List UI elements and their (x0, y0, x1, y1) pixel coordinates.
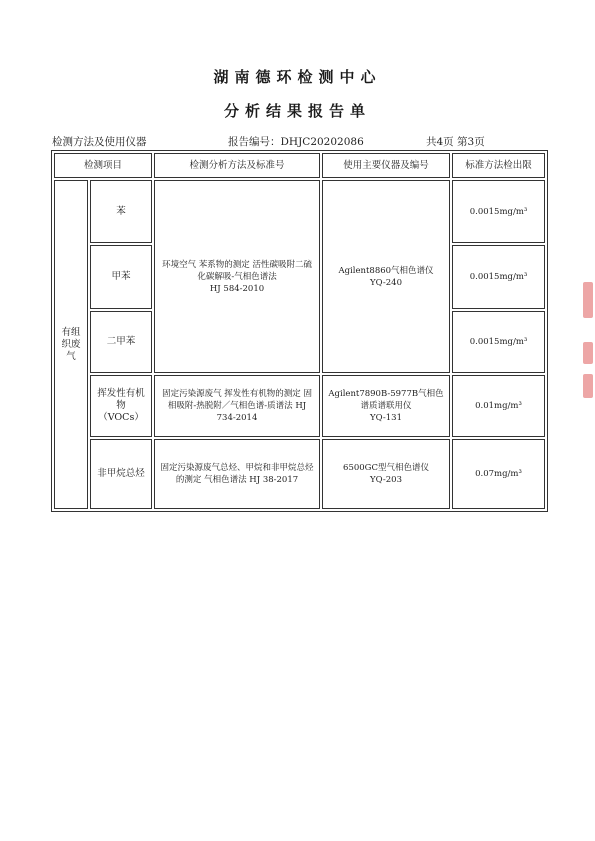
header-method: 检测分析方法及标准号 (154, 153, 320, 178)
method-cell (154, 180, 320, 373)
org-title: 湖南德环检测中心 (213, 68, 382, 86)
group-label: 有组织废气 (54, 180, 88, 509)
instrument-text: Agilent8860气相色谱仪 YQ-240 (338, 265, 434, 288)
item-name: 非甲烷总烃 (90, 439, 152, 509)
item-name: 甲苯 (90, 245, 152, 309)
report-number: 报告编号：DHJC20202086 (228, 136, 364, 148)
page-count: 共4页 第3页 (426, 136, 485, 148)
section-label: 检测方法及使用仪器 (52, 136, 147, 148)
method-cell: 固定污染源废气 挥发性有机物的测定 固相吸附-热脱附／气相色谱-质谱法 HJ 734-2014 (154, 375, 320, 437)
limit-value: 0.0015mg/m³ (452, 245, 545, 309)
limit-value: 0.0015mg/m³ (452, 180, 545, 243)
table-row (54, 375, 545, 437)
item-name: 二甲苯 (90, 311, 152, 373)
item-name (90, 375, 152, 437)
item-name: 苯 (90, 180, 152, 243)
instrument-cell (322, 180, 450, 373)
limit-value: 0.0015mg/m³ (452, 311, 545, 373)
instrument-text: Agilent7890B-5977B气相色谱质谱联用仪 YQ-131 (328, 389, 444, 423)
method-cell: 固定污染源废气总烃、甲烷和非甲烷总烃的测定 气相色谱法 HJ 38-2017 (154, 439, 320, 509)
instrument-text: 6500GC型气相色谱仪 YQ-203 (343, 463, 429, 485)
table-row (54, 180, 545, 243)
instrument-cell (322, 439, 450, 509)
method-text: 环境空气 苯系物的测定 活性碳吸附二硫化碳解吸-气相色谱法 HJ 584-2010 (162, 259, 312, 294)
report-title: 分析结果报告单 (223, 102, 371, 120)
instrument-cell (322, 375, 450, 437)
limit-value: 0.07mg/m³ (452, 439, 545, 509)
item-text: 挥发性有机物 （VOCs） (97, 388, 145, 423)
limit-value: 0.01mg/m³ (452, 375, 545, 437)
table-header-row (54, 153, 545, 178)
header-limit: 标准方法检出限 (452, 153, 545, 178)
table-row (54, 439, 545, 509)
header-item: 检测项目 (54, 153, 152, 178)
stamp-mark-icon (579, 282, 595, 402)
analysis-table (51, 150, 548, 512)
header-instrument: 使用主要仪器及编号 (322, 153, 450, 178)
